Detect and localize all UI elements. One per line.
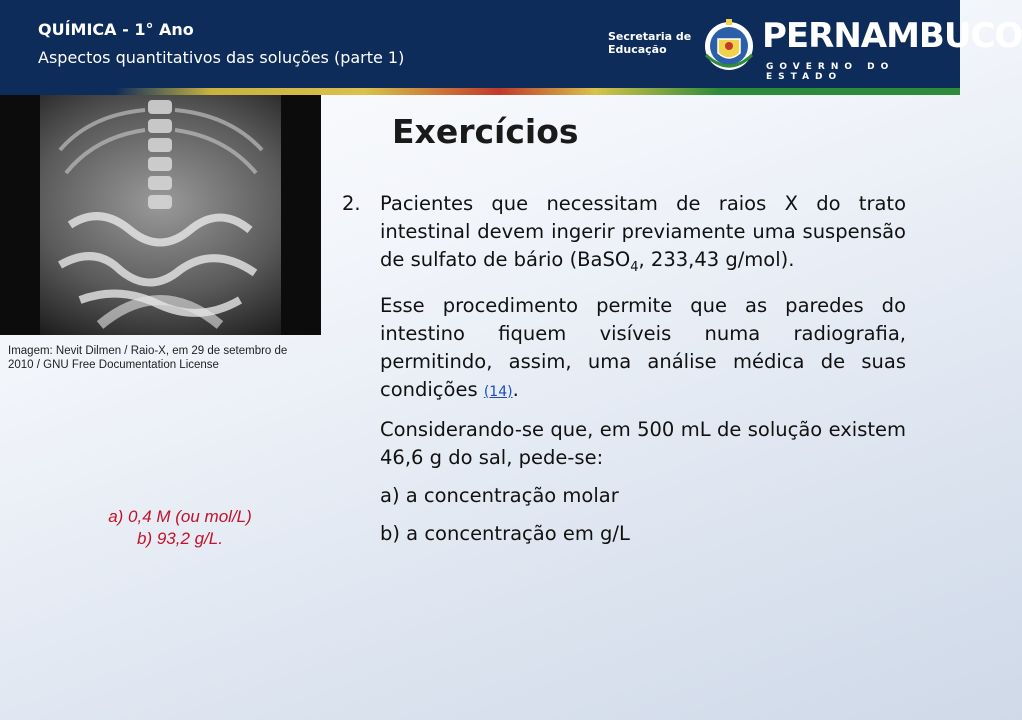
answer-a: a) 0,4 M (ou mol/L): [108, 507, 252, 526]
state-seal-icon: [700, 15, 758, 77]
exercise-number: 2.: [342, 192, 361, 215]
formula-subscript: 4: [630, 259, 639, 275]
exercise-paragraph-3: Considerando-se que, em 500 mL de solução existem 46,6 g do sal, pede-se:: [380, 417, 906, 469]
question-item-a: a) a concentração molar: [380, 483, 619, 507]
image-credit: Imagem: Nevit Dilmen / Raio-X, em 29 de setembro de 2010 / GNU Free Documentation License: [8, 345, 288, 371]
answers-block: [60, 506, 300, 550]
exercise-paragraph-2: [336, 292, 906, 406]
exercise-text: [336, 190, 906, 558]
secretaria-label: [608, 30, 691, 56]
paragraph-2-tail: .: [512, 377, 519, 401]
paragraph-2-text: Esse procedimento permite que as paredes do intestino fiquem visíveis numa radiografia, permitindo, assim, uma análise médica de suas condições: [380, 293, 906, 401]
paragraph-1-tail: , 233,43 g/mol).: [638, 248, 795, 271]
secretaria-line2: Educação: [608, 43, 667, 56]
course-title: QUÍMICA - 1° Ano: [38, 20, 194, 39]
color-stripe: [0, 88, 960, 95]
answer-b: b) 93,2 g/L.: [136, 529, 223, 548]
reference-link[interactable]: (14): [483, 383, 513, 400]
brand-subtitle: GOVERNO DO ESTADO: [766, 62, 895, 82]
header-bar: [0, 0, 1022, 88]
exercise-paragraph-1: [336, 190, 906, 282]
brand-name: PERNAMBUCO: [762, 16, 1022, 56]
slide-title: Exercícios: [392, 112, 579, 151]
xray-image: [0, 95, 321, 335]
question-item-b: b) a concentração em g/L: [380, 521, 630, 545]
secretaria-line1: Secretaria de: [608, 30, 692, 43]
paragraph-1-text: Pacientes que necessitam de raios X do trato intestinal devem ingerir previamente uma suspensão de sulfato de bário (BaSO: [380, 192, 906, 271]
course-subtitle: Aspectos quantitativos das soluções (parte 1): [38, 48, 405, 67]
